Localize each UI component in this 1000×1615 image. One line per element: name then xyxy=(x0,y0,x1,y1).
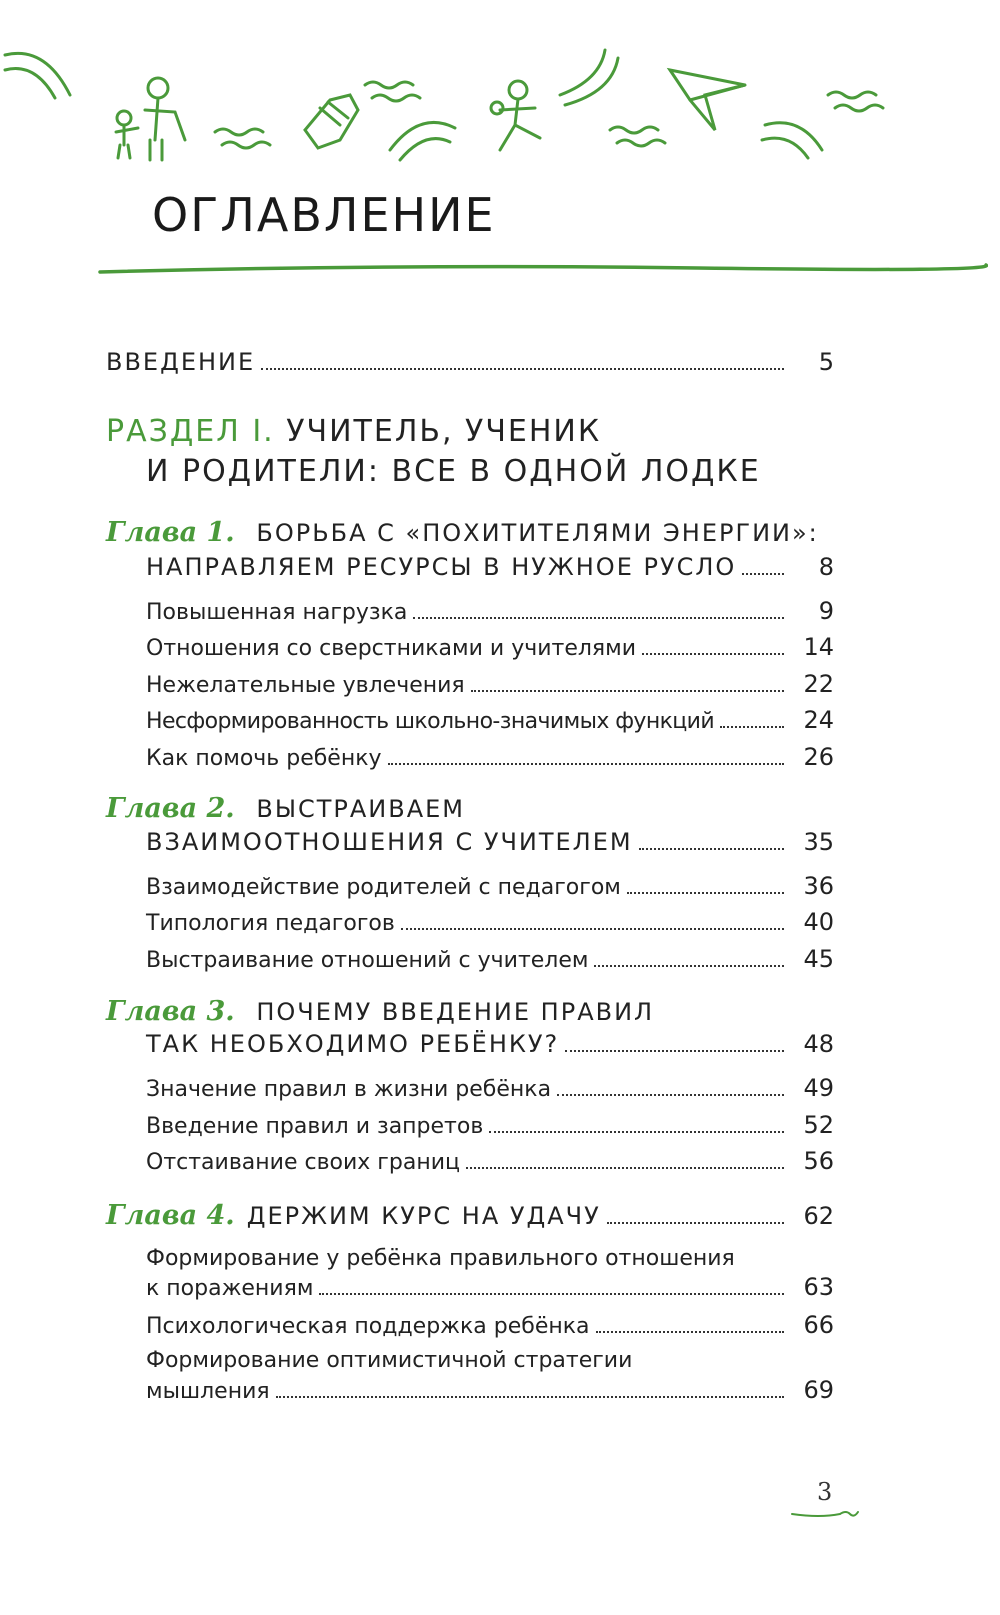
leader-dots xyxy=(319,1293,784,1295)
chapter-title-line1: БОРЬБА С «ПОХИТИТЕЛЯМИ ЭНЕРГИИ»: xyxy=(256,519,819,547)
chapter-title-line2: НАПРАВЛЯЕМ РЕСУРСЫ В НУЖНОЕ РУСЛО xyxy=(146,553,737,581)
toc-subentry[interactable] xyxy=(146,743,834,771)
toc-subentry-page: 69 xyxy=(803,1376,834,1404)
toc-entry-intro[interactable] xyxy=(106,348,834,376)
toc-subentry[interactable] xyxy=(146,1147,834,1175)
toc-subentry[interactable] xyxy=(146,1376,834,1404)
chapter-title-line1: ДЕРЖИМ КУРС НА УДАЧУ xyxy=(246,1202,601,1230)
leader-dots xyxy=(261,368,784,370)
leader-dots xyxy=(557,1094,784,1096)
chapter-heading[interactable] xyxy=(106,996,654,1027)
chapter-label: Глава 2. xyxy=(106,793,235,824)
toc-subentry[interactable] xyxy=(146,1273,834,1301)
toc-entry-page: 5 xyxy=(818,348,834,376)
toc-subentry-text: Как помочь ребёнку xyxy=(146,746,382,771)
toc-subentry-page: 22 xyxy=(803,670,834,698)
toc-subentry-page: 66 xyxy=(803,1311,834,1339)
toc-subentry-text: Отстаивание своих границ xyxy=(146,1150,460,1175)
toc-subentry-text: Несформированность школьно-значимых функций xyxy=(146,709,715,734)
toc-subentry[interactable] xyxy=(146,706,834,734)
chapter-heading[interactable] xyxy=(106,793,465,824)
leader-dots xyxy=(401,928,784,930)
leader-dots xyxy=(594,965,784,967)
toc-subentry[interactable] xyxy=(146,945,834,973)
waves-icon xyxy=(828,92,883,111)
toc-subentry[interactable] xyxy=(146,1311,834,1339)
leader-dots xyxy=(627,892,784,894)
leader-dots xyxy=(720,726,784,728)
toc-subentry-page: 24 xyxy=(803,706,834,734)
leader-dots xyxy=(466,1167,784,1169)
chapter-heading[interactable] xyxy=(106,517,819,548)
toc-subentry-page: 26 xyxy=(803,743,834,771)
toc-subentry-page: 49 xyxy=(803,1074,834,1102)
page-number: 3 xyxy=(817,1478,833,1506)
toc-subentry[interactable] xyxy=(146,670,834,698)
toc-subentry-text: Значение правил в жизни ребёнка xyxy=(146,1077,552,1102)
chapter-heading[interactable] xyxy=(106,1200,834,1231)
toc-subentry-text: Нежелательные увлечения xyxy=(146,673,465,698)
toc-subentry-text-line2: к поражениям xyxy=(146,1276,314,1301)
leader-dots xyxy=(388,763,784,765)
section-heading xyxy=(106,414,601,449)
chapter-title-row[interactable] xyxy=(146,828,834,856)
toc-subentry[interactable] xyxy=(146,633,834,661)
leader-dots xyxy=(471,690,784,692)
header-doodles xyxy=(0,0,1000,200)
toc-subentry[interactable] xyxy=(146,1111,834,1139)
leader-dots xyxy=(742,573,784,575)
leader-dots xyxy=(607,1222,784,1224)
leader-dots xyxy=(276,1396,784,1398)
chapter-title-line2: ТАК НЕОБХОДИМО РЕБЁНКУ? xyxy=(146,1030,560,1058)
page-title: ОГЛАВЛЕНИЕ xyxy=(152,188,496,242)
toc-subentry-text: Повышенная нагрузка xyxy=(146,600,408,625)
leader-dots xyxy=(639,848,784,850)
toc-subentry-text: Введение правил и запретов xyxy=(146,1114,484,1139)
chapter-title-line1: ВЫСТРАИВАЕМ xyxy=(256,795,466,823)
rainbow-arc-icon xyxy=(5,53,70,95)
chapter-title-line1: ПОЧЕМУ ВВЕДЕНИЕ ПРАВИЛ xyxy=(256,998,655,1026)
toc-subentry[interactable] xyxy=(146,597,834,625)
toc-entry-page: 8 xyxy=(818,553,834,581)
leader-dots xyxy=(596,1331,784,1333)
chapter-title-row[interactable] xyxy=(146,1030,834,1058)
toc-entry-page: 48 xyxy=(803,1030,834,1058)
toc-subentry[interactable] xyxy=(146,872,834,900)
toc-subentry-text: Отношения со сверстниками и учителями xyxy=(146,636,637,661)
chapter-label: Глава 1. xyxy=(106,517,235,548)
toc-subentry[interactable] xyxy=(146,908,834,936)
toc-subentry-page: 9 xyxy=(818,597,834,625)
section-title-line1: УЧИТЕЛЬ, УЧЕНИК xyxy=(286,414,602,449)
title-underline xyxy=(98,262,988,278)
hands-icon xyxy=(305,95,358,148)
toc-subentry-text-line1: Формирование у ребёнка правильного отношения xyxy=(146,1246,735,1271)
rainbow-arc-icon xyxy=(390,122,455,150)
section-label: РАЗДЕЛ I. xyxy=(106,414,275,449)
toc-subentry-page: 56 xyxy=(803,1147,834,1175)
family-figures-icon xyxy=(116,78,185,160)
page-number-flourish-icon xyxy=(790,1506,860,1522)
rainbow-arc-icon xyxy=(765,123,822,150)
toc-subentry[interactable] xyxy=(146,1074,834,1102)
toc-subentry-page: 14 xyxy=(803,633,834,661)
toc-subentry-text-line1: Формирование оптимистичной стратегии xyxy=(146,1348,633,1373)
toc-subentry-page: 52 xyxy=(803,1111,834,1139)
toc-subentry-text: Психологическая поддержка ребёнка xyxy=(146,1314,590,1339)
chapter-title-row[interactable] xyxy=(146,553,834,581)
toc-entry-label: ВВЕДЕНИЕ xyxy=(106,348,256,376)
running-child-icon xyxy=(491,81,540,150)
toc-entry-page: 35 xyxy=(803,828,834,856)
toc-subentry-text-line2: мышления xyxy=(146,1379,270,1404)
waves-icon xyxy=(610,127,665,146)
toc-subentry-page: 45 xyxy=(803,945,834,973)
waves-icon xyxy=(215,129,270,148)
leader-dots xyxy=(565,1050,784,1052)
paper-bird-icon xyxy=(670,70,745,130)
toc-subentry-page: 63 xyxy=(803,1273,834,1301)
leader-dots xyxy=(642,653,784,655)
toc-subentry-page: 40 xyxy=(803,908,834,936)
leader-dots xyxy=(489,1131,784,1133)
leader-dots xyxy=(413,617,784,619)
section-title-line2: И РОДИТЕЛИ: ВСЕ В ОДНОЙ ЛОДКЕ xyxy=(146,454,761,489)
toc-subentry-text: Типология педагогов xyxy=(146,911,395,936)
waves-icon xyxy=(365,82,420,101)
toc-subentry-text: Взаимодействие родителей с педагогом xyxy=(146,875,621,900)
toc-entry-page: 62 xyxy=(803,1202,834,1230)
chapter-title-line2: ВЗАИМООТНОШЕНИЯ С УЧИТЕЛЕМ xyxy=(146,828,633,856)
toc-subentry-text: Выстраивание отношений с учителем xyxy=(146,948,589,973)
chapter-label: Глава 3. xyxy=(106,996,235,1027)
toc-subentry-page: 36 xyxy=(803,872,834,900)
chapter-label: Глава 4. xyxy=(106,1200,235,1231)
